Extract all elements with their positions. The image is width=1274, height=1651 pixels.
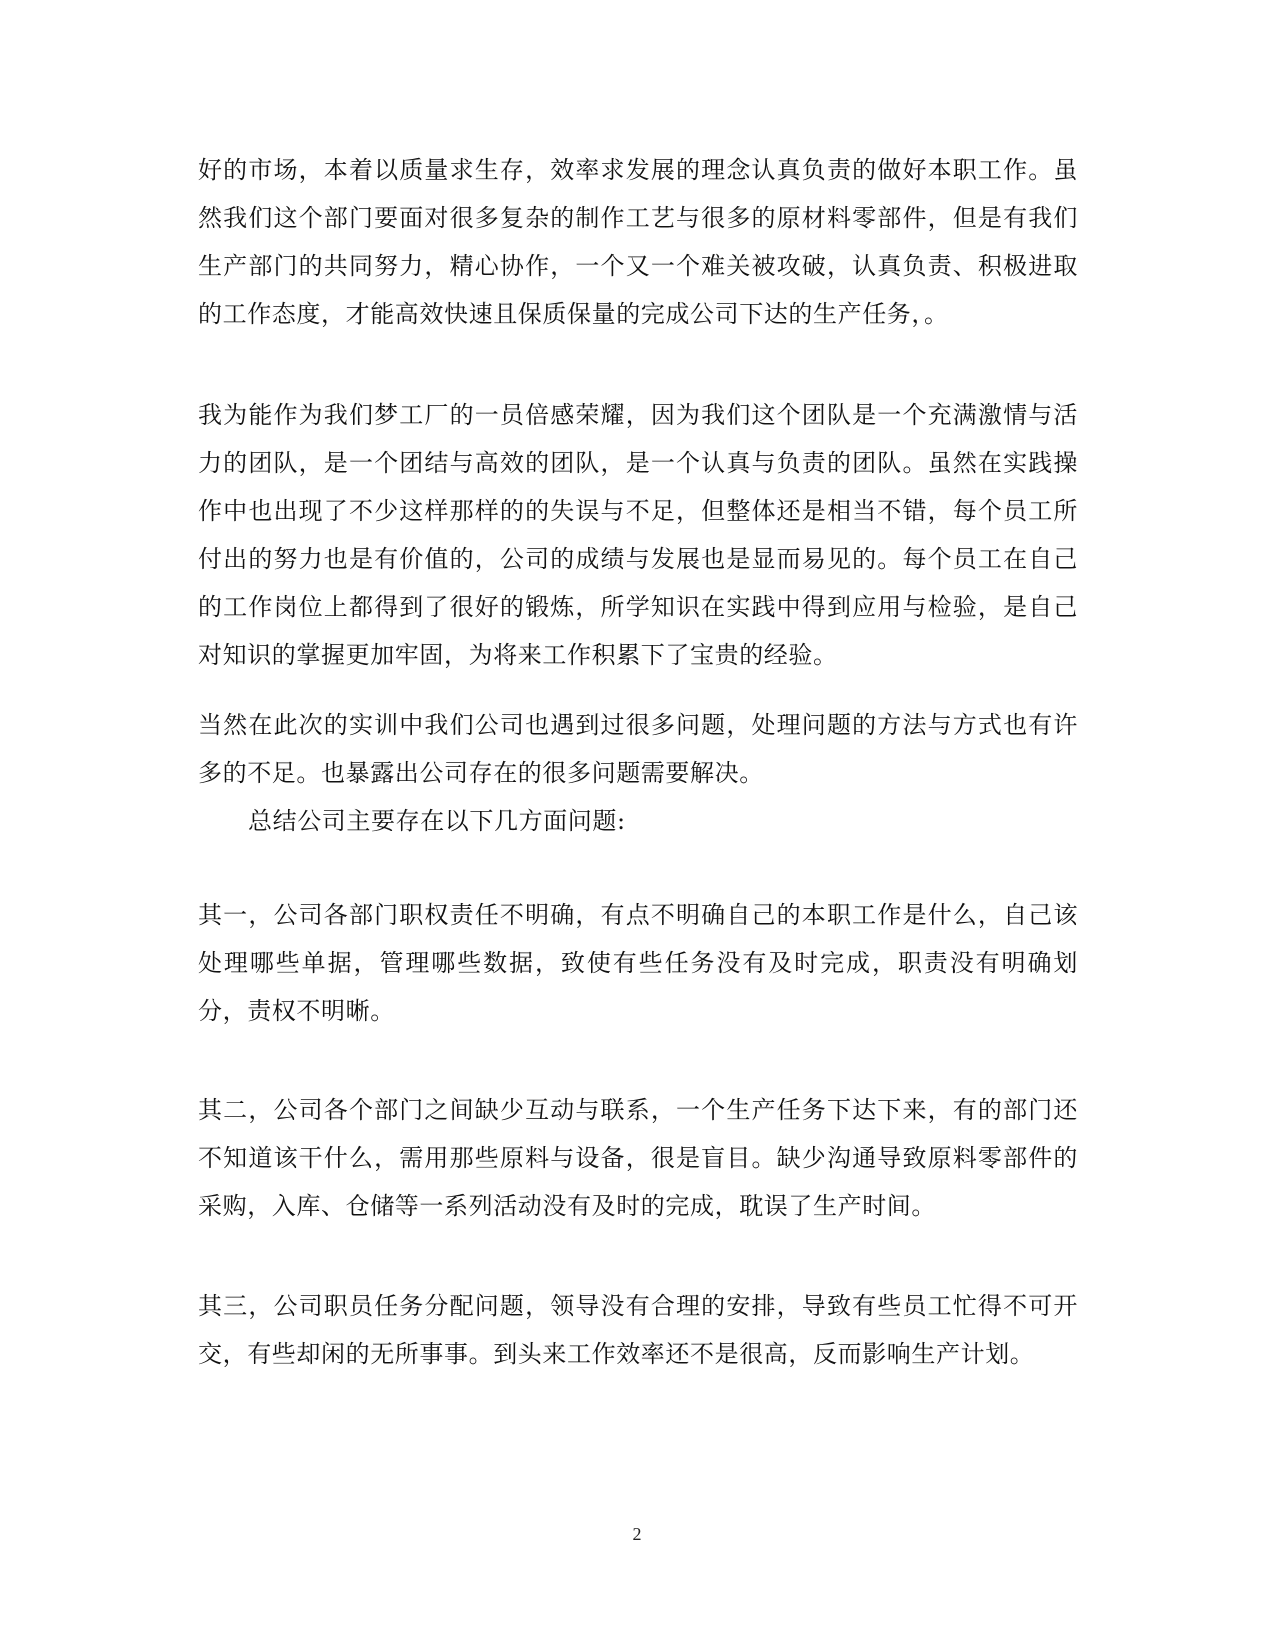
paragraph-summary-heading: 总结公司主要存在以下几方面问题: [248, 807, 626, 835]
paragraph-production-dept: 好的市场，本着以质量求生存，效率求发展的理念认真负责的做好本职工作。虽然我们这个部门要面对很多复杂的制作工艺与很多的原材料零部件，但是有我们生产部门的共同努力，精心协作，一个又一个难关被攻破，认真负责、积极进取的工作态度，才能高效快速且保质保量的完成公司下达的生产任务，。 [198, 156, 1078, 328]
paragraph-problems-intro: 当然在此次的实训中我们公司也遇到过很多问题，处理问题的方法与方式也有许多的不足。也暴露出公司存在的很多问题需要解决。 [198, 711, 1078, 787]
paragraph-problem-one: 其一，公司各部门职权责任不明确，有点不明确自己的本职工作是什么，自己该处理哪些单据，管理哪些数据，致使有些任务没有及时完成，职责没有明确划分，责权不明晰。 [198, 901, 1078, 1025]
paragraph-problem-three: 其三，公司职员任务分配问题，领导没有合理的安排，导致有些员工忙得不可开交，有些却闲的无所事事。到头来工作效率还不是很高，反而影响生产计划。 [198, 1292, 1078, 1368]
page-number: 2 [632, 1524, 642, 1544]
paragraph-problem-two: 其二，公司各个部门之间缺少互动与联系，一个生产任务下达下来，有的部门还不知道该干什么，需用那些原料与设备，很是盲目。缺少沟通导致原料零部件的采购，入库、仓储等一系列活动没有及时的完成，耽误了生产时间。 [198, 1096, 1078, 1220]
paragraph-team-honor: 我为能作为我们梦工厂的一员倍感荣耀，因为我们这个团队是一个充满激情与活力的团队，是一个团结与高效的团队，是一个认真与负责的团队。虽然在实践操作中也出现了不少这样那样的的失误与不足，但整体还是相当不错，每个员工所付出的努力也是有价值的，公司的成绩与发展也是显而易见的。每个员工在自己的工作岗位上都得到了很好的锻炼，所学知识在实践中得到应用与检验，是自己对知识的掌握更加牢固，为将来工作积累下了宝贵的经验。 [198, 401, 1078, 669]
